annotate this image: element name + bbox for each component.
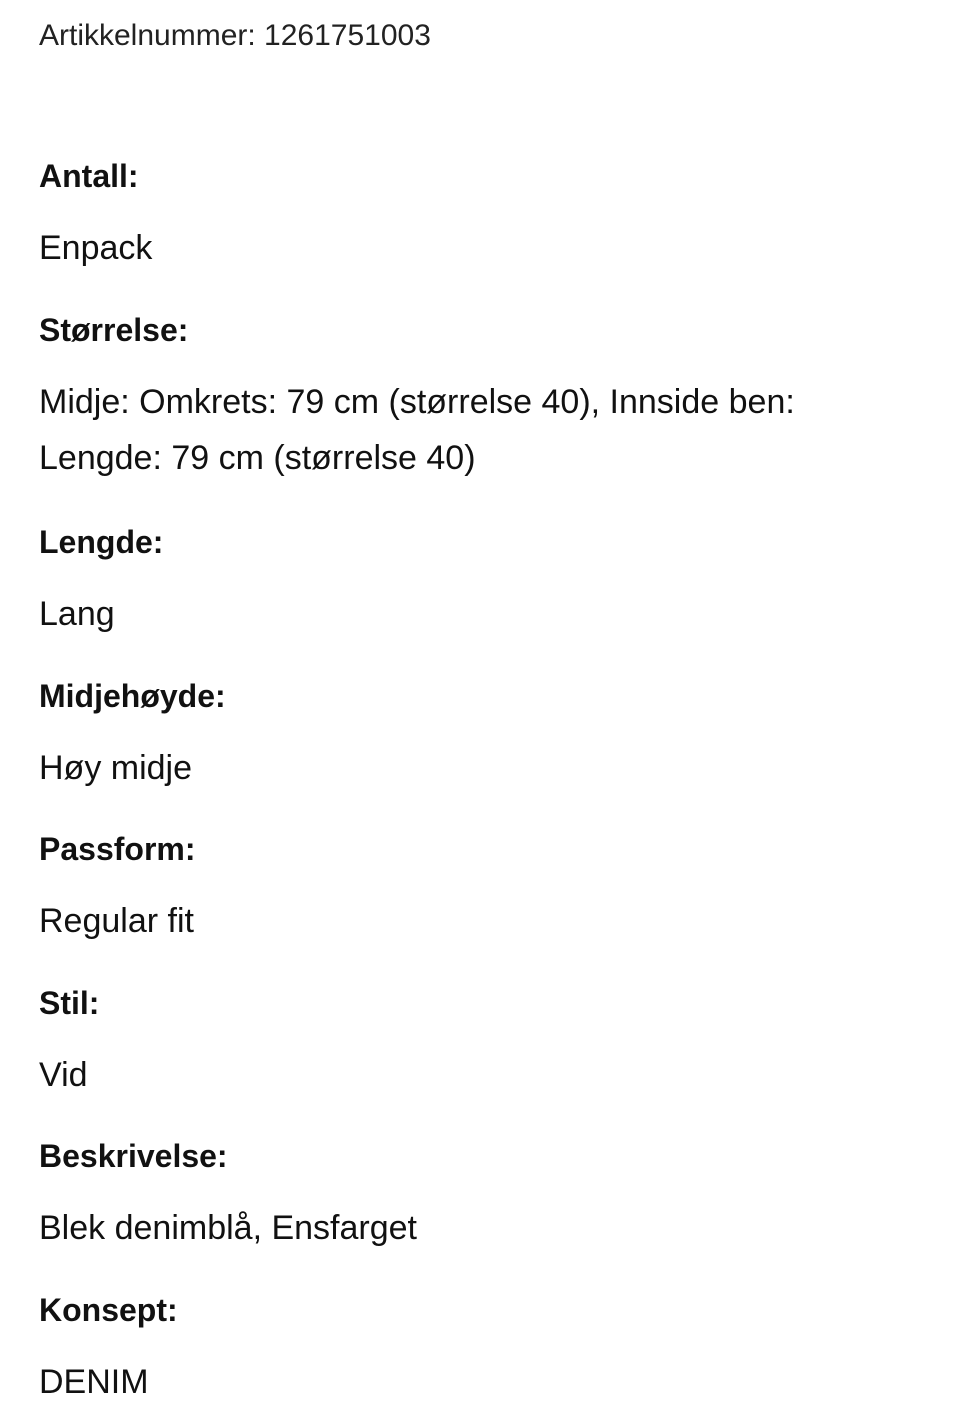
product-details bbox=[39, 156, 919, 1410]
detail-value: Høy midje bbox=[39, 749, 193, 787]
detail-value: DENIM bbox=[39, 1363, 149, 1401]
detail-label: Antall: bbox=[39, 158, 139, 194]
detail-value: Vid bbox=[39, 1056, 88, 1094]
detail-value-line: Lengde: 79 cm (størrelse 40) bbox=[39, 439, 476, 477]
detail-antall bbox=[39, 156, 919, 310]
detail-value bbox=[39, 374, 919, 486]
detail-value: Regular fit bbox=[39, 902, 194, 940]
detail-value: Enpack bbox=[39, 229, 153, 267]
detail-lengde bbox=[39, 522, 919, 676]
article-number: Artikkelnummer: 1261751003 bbox=[39, 19, 431, 52]
detail-label: Konsept: bbox=[39, 1292, 178, 1328]
detail-midjehoyde bbox=[39, 676, 919, 829]
detail-label: Passform: bbox=[39, 831, 196, 867]
detail-stil bbox=[39, 983, 919, 1136]
detail-label: Stil: bbox=[39, 985, 100, 1021]
detail-konsept bbox=[39, 1290, 919, 1410]
detail-label: Midjehøyde: bbox=[39, 678, 226, 714]
detail-storrelse bbox=[39, 310, 919, 522]
detail-label: Beskrivelse: bbox=[39, 1138, 228, 1174]
detail-label: Størrelse: bbox=[39, 312, 189, 348]
detail-value: Blek denimblå, Ensfarget bbox=[39, 1209, 417, 1247]
detail-beskrivelse bbox=[39, 1136, 919, 1290]
detail-value-line: Midje: Omkrets: 79 cm (størrelse 40), Innside ben: bbox=[39, 383, 795, 421]
detail-passform bbox=[39, 829, 919, 983]
detail-label: Lengde: bbox=[39, 524, 164, 560]
detail-value: Lang bbox=[39, 595, 115, 633]
